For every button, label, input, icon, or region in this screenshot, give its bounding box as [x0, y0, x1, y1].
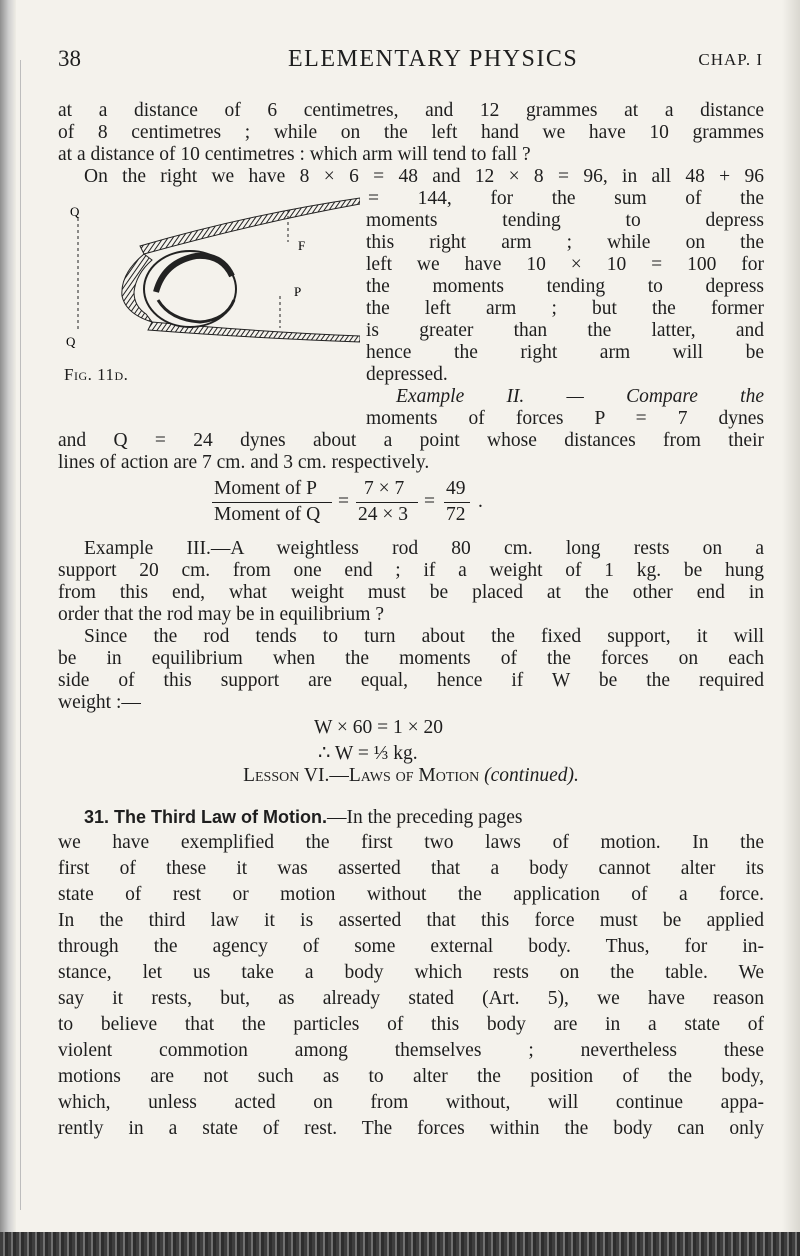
text-line: to believe that the particles of this body are in a state of [58, 1014, 764, 1035]
weight-equation: W × 60 = 1 × 20 [314, 717, 444, 738]
text-line: which, unless acted on from without, will continue appa- [58, 1092, 764, 1113]
scan-bottom-edge [0, 1232, 800, 1256]
period: . [478, 491, 483, 512]
fraction-bar [356, 502, 418, 503]
figure-caption: Fig. 11d. [64, 365, 129, 384]
text-line: the left arm ; but the former [366, 298, 764, 319]
text-line: rently in a state of rest. The forces within the body can only [58, 1118, 764, 1139]
fraction-denominator: 24 × 3 [358, 504, 408, 525]
book-spine-shadow [0, 0, 16, 1256]
equals-sign: = [338, 491, 349, 512]
text-line: of 8 centimetres ; while on the left hand we have 10 grammes [58, 122, 764, 143]
fraction-numerator: 7 × 7 [364, 478, 405, 499]
text-line: weight :— [58, 692, 141, 713]
text-line: order that the rod may be in equilibrium ? [58, 604, 384, 625]
text-line: first of these it was asserted that a body cannot alter its [58, 858, 764, 879]
text-line: left we have 10 × 10 = 100 for [366, 254, 764, 275]
example-3-line [84, 538, 764, 560]
text-line: depressed. [366, 364, 448, 385]
section-31-text: —In the preceding pages [327, 807, 523, 828]
text-line: through the agency of some external body. Thus, for in- [58, 936, 764, 957]
text-line: side of this support are equal, hence if W be the required [58, 670, 764, 691]
chapter-label: CHAP. I [698, 50, 763, 69]
text-line: hence the right arm will be [366, 342, 764, 363]
text-line: and Q = 24 dynes about a point whose distances from their [58, 430, 764, 451]
text-line: is greater than the latter, and [366, 320, 764, 341]
example-2-heading: Example II. — Compare the [396, 386, 764, 407]
text-line: In the third law it is asserted that this force must be applied [58, 910, 764, 931]
lesson-heading [58, 765, 764, 787]
text-line: the moments tending to depress [366, 276, 764, 297]
lesson-continued: (continued). [484, 765, 579, 786]
text-line: support 20 cm. from one end ; if a weight of 1 kg. be hung [58, 560, 764, 581]
section-31-title: 31. The Third Law of Motion. [84, 807, 327, 827]
text-line: lines of action are 7 cm. and 3 cm. respectively. [58, 452, 430, 473]
lever-figure [60, 196, 360, 356]
text-line: we have exemplified the first two laws of motion. In the [58, 832, 764, 853]
page-header [58, 44, 763, 78]
fraction-numerator: Moment of P [214, 478, 317, 499]
figure-label-q-top: Q [70, 204, 80, 219]
figure-label-p: P [294, 284, 302, 299]
equals-sign: = [424, 491, 435, 512]
fraction-denominator: 72 [446, 504, 466, 525]
text-line: = 144, for the sum of the [368, 188, 764, 209]
text-line: state of rest or motion without the application of a force. [58, 884, 764, 905]
text-line: at a distance of 6 centimetres, and 12 grammes at a distance [58, 100, 764, 121]
text-line: be in equilibrium when the moments of the forces on each [58, 648, 764, 669]
section-31-first-line [84, 806, 764, 829]
fraction-bar [444, 502, 470, 503]
weight-result: ∴ W = ⅓ kg. [318, 743, 418, 764]
text-line: from this end, what weight must be placed at the other end in [58, 582, 764, 603]
page-number: 38 [58, 46, 81, 71]
example-3-text: Example III.—A weightless rod 80 cm. long rests on a [84, 538, 764, 559]
page-edge [782, 0, 800, 1256]
text-line: violent commotion among themselves ; nevertheless these [58, 1040, 764, 1061]
fraction-bar [212, 502, 332, 503]
text-line: stance, let us take a body which rests on the table. We [58, 962, 764, 983]
lever-diagram [60, 196, 360, 356]
text-line: say it rests, but, as already stated (Art. 5), we have reason [58, 988, 764, 1009]
text-line: moments tending to depress [366, 210, 764, 231]
lesson-title: Lesson VI.—Laws of Motion [243, 765, 480, 786]
running-title: ELEMENTARY PHYSICS [288, 46, 579, 72]
text-line: Since the rod tends to turn about the fixed support, it will [84, 626, 764, 647]
text-line: motions are not such as to alter the position of the body, [58, 1066, 764, 1087]
gutter-line [20, 60, 21, 1210]
fraction-denominator: Moment of Q [214, 504, 321, 525]
example-2-heading-line [396, 386, 764, 408]
text-line: On the right we have 8 × 6 = 48 and 12 × 8 = 96, in all 48 + 96 [84, 166, 764, 187]
fraction-numerator: 49 [446, 478, 466, 499]
figure-label-f: F [298, 238, 306, 253]
figure-label-q-bottom: Q [66, 334, 76, 349]
text-line: this right arm ; while on the [366, 232, 764, 253]
text-line: at a distance of 10 centimetres : which arm will tend to fall ? [58, 144, 531, 165]
text-line: moments of forces P = 7 dynes [366, 408, 764, 429]
